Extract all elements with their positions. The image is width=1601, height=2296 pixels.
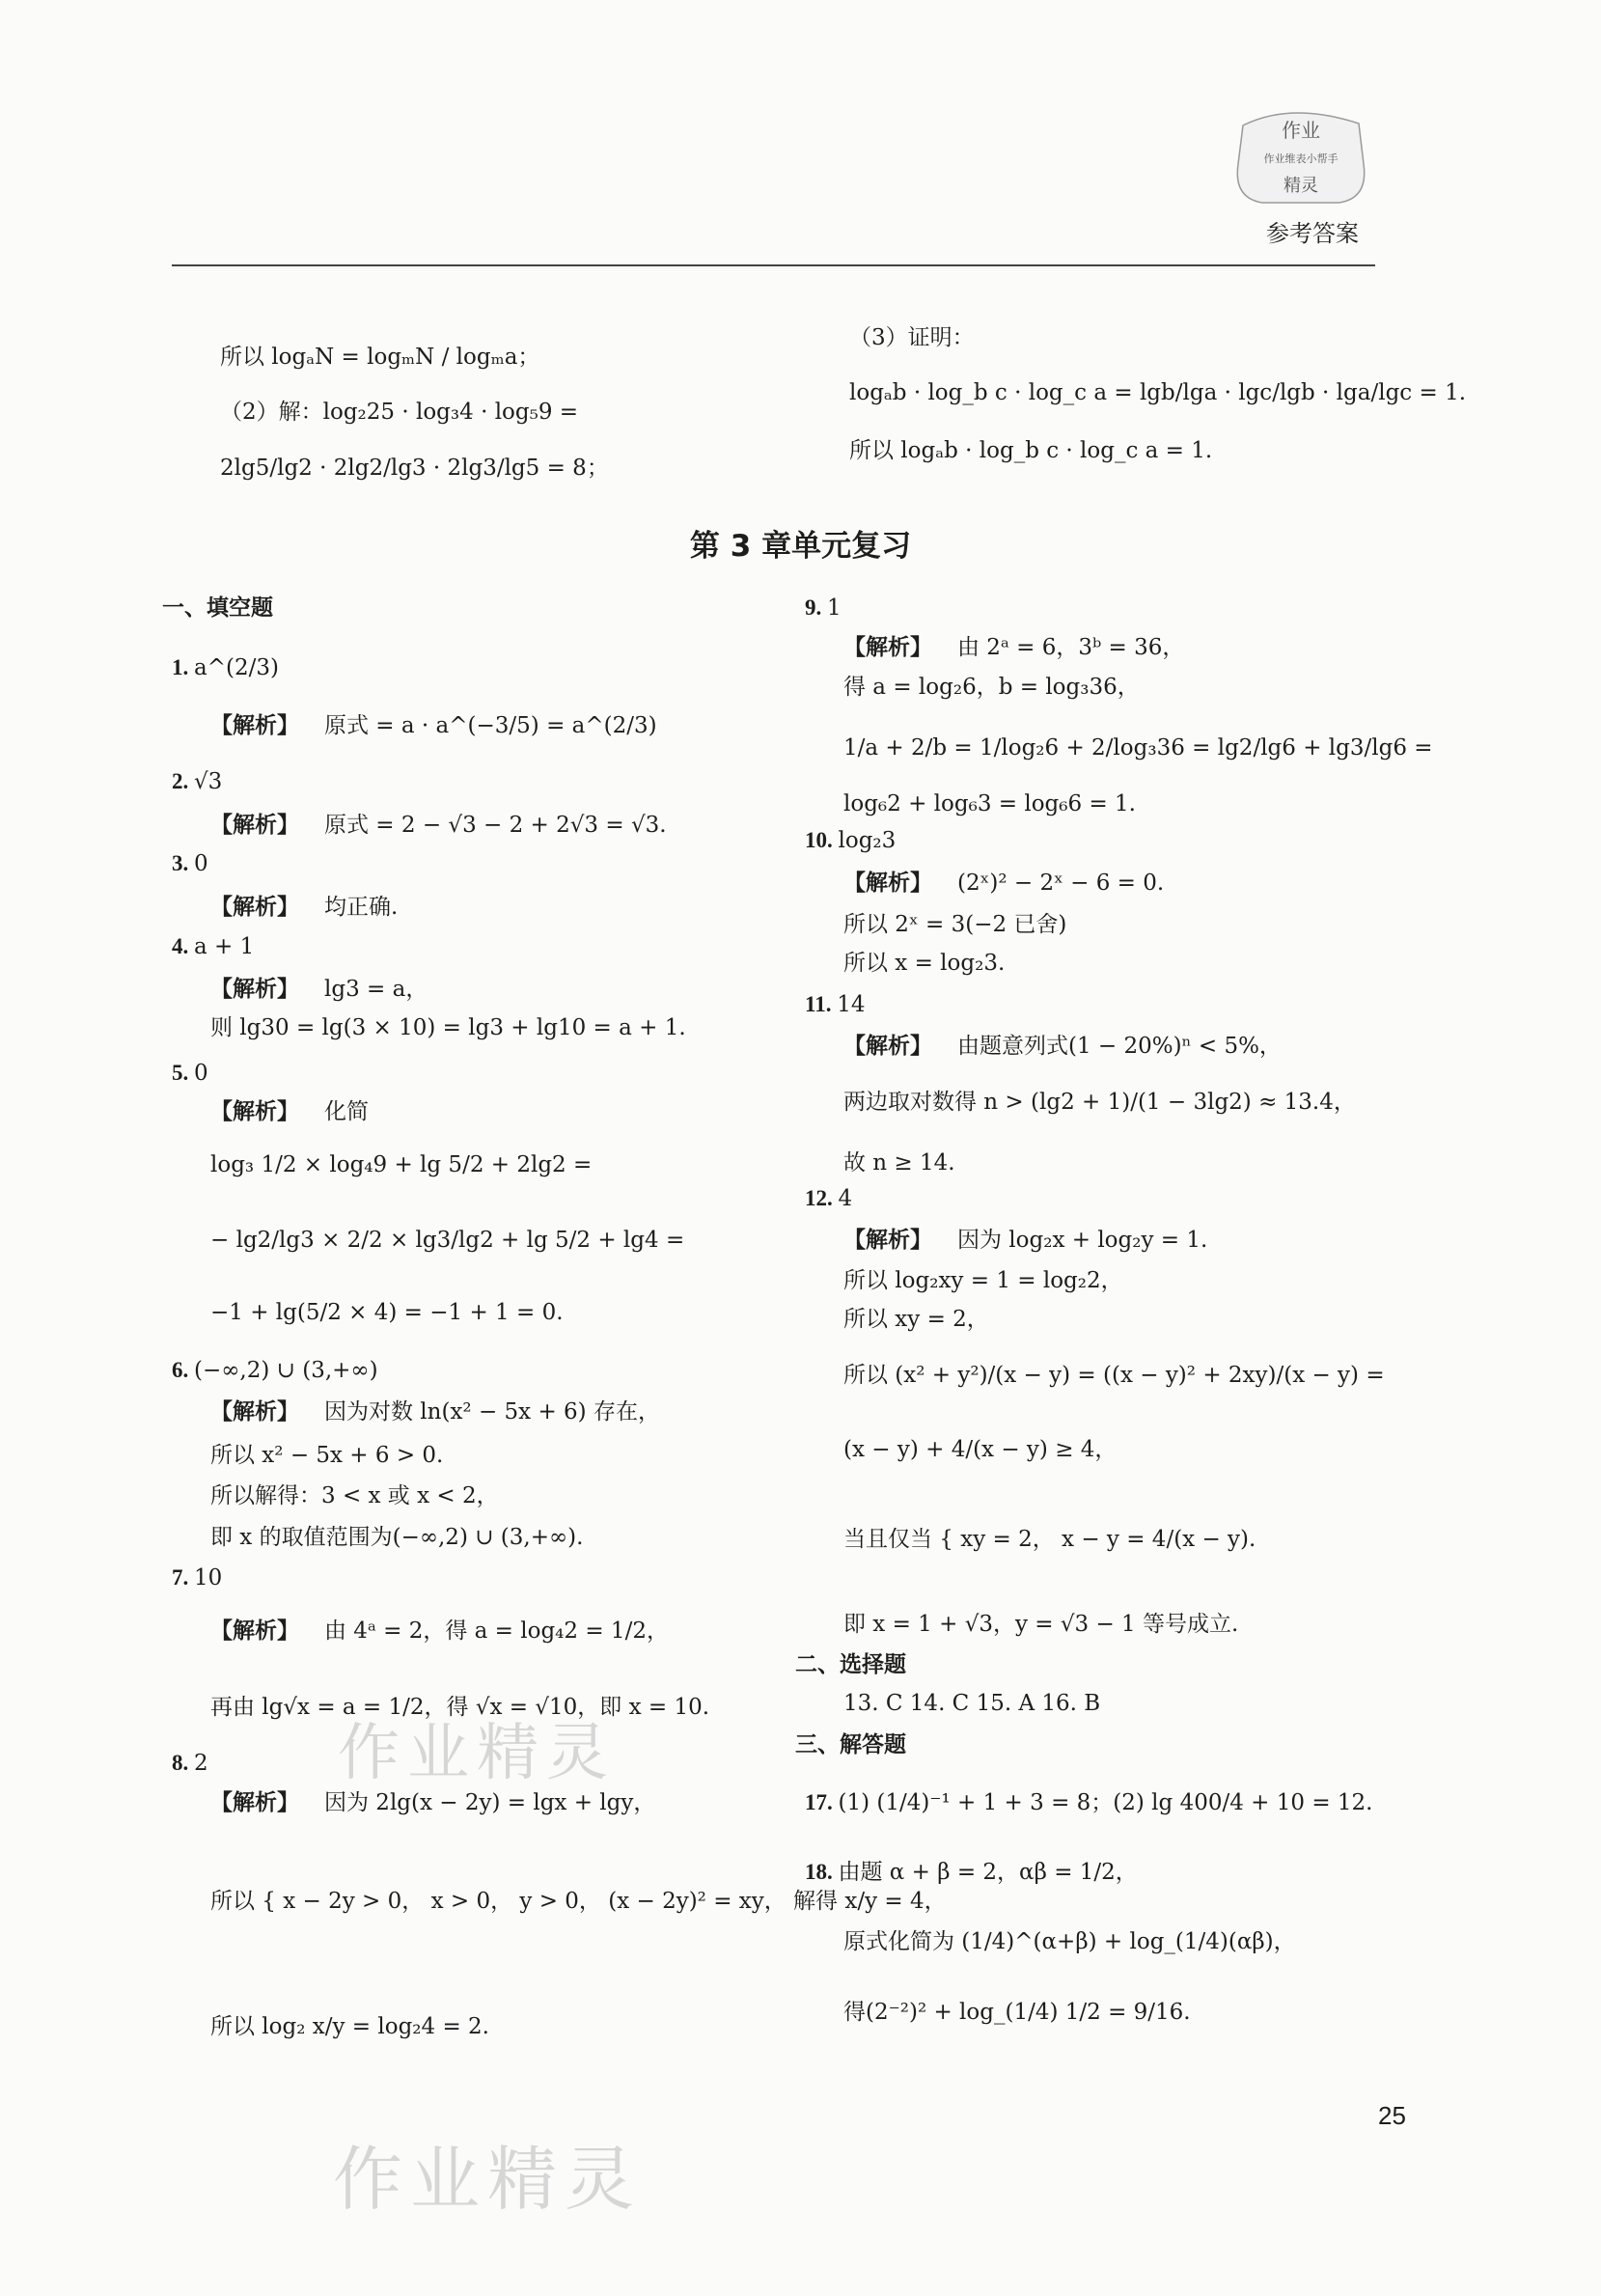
item-number: 10. (805, 828, 839, 852)
answer-text: log₂3 (838, 828, 897, 853)
right-explanation-line (843, 869, 1164, 898)
right-text-line: 即 x = 1 + √3，y = √3 − 1 等号成立. (843, 1612, 1239, 1637)
left-answer-item (172, 849, 208, 878)
right-explanation-line (843, 1032, 1282, 1061)
explanation-tag: 【解析】 (210, 812, 299, 838)
left-text-line: 所以解得：3 < x 或 x < 2， (210, 1483, 499, 1508)
explanation-text: 因为 2lg(x − 2y) = lgx + lgy， (324, 1790, 656, 1815)
explanation-tag: 【解析】 (210, 712, 299, 738)
right-text-line: 所以 x = log₂3. (843, 951, 1006, 976)
left-explanation-line (210, 811, 667, 840)
answer-text: 14 (837, 992, 866, 1017)
answer-text: 2 (194, 1751, 208, 1776)
item-number: 2. (172, 769, 194, 793)
answer-text: a + 1 (194, 934, 255, 959)
explanation-tag: 【解析】 (210, 894, 299, 920)
explanation-tag: 【解析】 (843, 1033, 932, 1059)
right-answer-item (805, 1858, 1138, 1887)
left-answer-item (172, 767, 222, 796)
explanation-text: 由 2ᵃ = 6，3ᵇ = 36， (957, 635, 1185, 660)
left-explanation-line (210, 893, 398, 922)
explanation-tag: 【解析】 (210, 1098, 299, 1124)
logo-text-1: 作业 (1282, 119, 1320, 142)
left-answer-item (172, 1563, 222, 1592)
explanation-tag: 【解析】 (843, 870, 932, 896)
item-number: 4. (172, 934, 194, 958)
right-answer-item (805, 594, 842, 622)
explanation-text: 由题意列式(1 − 20%)ⁿ < 5%， (957, 1034, 1282, 1059)
left-explanation-line (210, 1097, 369, 1126)
explanation-tag: 【解析】 (210, 976, 299, 1002)
right-text-line: 两边取对数得 n > (lg2 + 1)/(1 − 3lg2) ≈ 13.4， (843, 1090, 1356, 1115)
right-section-heading: 三、解答题 (795, 1731, 906, 1757)
right-text-line: 所以 (x² + y²)/(x − y) = ((x − y)² + 2xy)/(x − y) = (843, 1363, 1385, 1388)
explanation-text: lg3 = a， (324, 977, 428, 1002)
explanation-text: (2ˣ)² − 2ˣ − 6 = 0. (957, 871, 1165, 896)
top-left-line-2: （2）解：log₂25 · log₃4 · log₅9 = (220, 400, 579, 425)
left-explanation-line (210, 1397, 660, 1426)
left-text-line: −1 + lg(5/2 × 4) = −1 + 1 = 0. (210, 1300, 564, 1325)
left-explanation-line (210, 711, 657, 740)
watermark-2: 作业精灵 (333, 2139, 643, 2220)
explanation-tag: 【解析】 (843, 1227, 932, 1253)
left-answer-item (172, 1059, 208, 1088)
explanation-text: 原式 = 2 − √3 − 2 + 2√3 = √3. (324, 813, 667, 838)
top-left-line-1: 所以 logₐN = logₘN / logₘa； (220, 345, 540, 370)
left-text-line: 则 lg30 = lg(3 × 10) = lg3 + lg10 = a + 1. (210, 1015, 686, 1040)
explanation-text: 因为对数 ln(x² − 5x + 6) 存在， (324, 1399, 660, 1425)
item-number: 18. (805, 1860, 839, 1884)
left-text-line: 所以 log₂ x/y = log₂4 = 2. (210, 2014, 489, 2039)
answer-text: (1) (1/4)⁻¹ + 1 + 3 = 8；(2) lg 400/4 + 10 = 12. (838, 1790, 1373, 1815)
left-explanation-line (210, 1617, 669, 1646)
header-label: 参考答案 (1266, 220, 1359, 247)
answer-text: 0 (194, 851, 208, 876)
right-section-heading: 二、选择题 (795, 1651, 906, 1677)
section-title: 第 3 章单元复习 (689, 529, 912, 564)
answer-text: 由题 α + β = 2，αβ = 1/2， (838, 1860, 1138, 1885)
right-answer-item (805, 1788, 1373, 1817)
right-text-line: 得 a = log₂6，b = log₃36， (843, 675, 1140, 700)
explanation-text: 由 4ᵃ = 2，得 a = log₄2 = 1/2， (324, 1618, 669, 1644)
answer-text: 1 (827, 595, 842, 621)
right-text-line: 原式化简为 (1/4)^(α+β) + log_(1/4)(αβ)， (843, 1929, 1296, 1954)
right-text-line: 1/a + 2/b = 1/log₂6 + 2/log₃36 = lg2/lg6 + lg3/lg6 = (843, 735, 1433, 761)
logo-text-2: 作业维表小帮手 (1263, 152, 1339, 165)
right-text-line: 所以 log₂xy = 1 = log₂2， (843, 1268, 1123, 1293)
top-right-line-1: （3）证明： (849, 325, 975, 350)
explanation-text: 化简 (324, 1099, 369, 1124)
right-text-line: 故 n ≥ 14. (843, 1150, 955, 1176)
header-rule (172, 264, 1375, 266)
right-text-line: log₆2 + log₆3 = log₆6 = 1. (843, 791, 1136, 816)
item-number: 17. (805, 1790, 839, 1814)
answer-text: (−∞,2) ∪ (3,+∞) (194, 1358, 378, 1383)
item-number: 1. (172, 655, 194, 679)
item-number: 9. (805, 595, 827, 620)
explanation-tag: 【解析】 (210, 1618, 299, 1644)
right-explanation-line (843, 1226, 1207, 1255)
answer-text: 10 (194, 1565, 223, 1591)
answer-text: a^(2/3) (194, 655, 279, 680)
explanation-text: 原式 = a · a^(−3/5) = a^(2/3) (324, 713, 657, 738)
right-answer-item (805, 990, 866, 1019)
explanation-tag: 【解析】 (210, 1398, 299, 1425)
page-number: 25 (1378, 2101, 1406, 2130)
left-answer-item (172, 653, 279, 682)
left-explanation-line (210, 975, 428, 1004)
right-text-line: 当且仅当 { xy = 2， x − y = 4/(x − y). (843, 1527, 1256, 1552)
item-number: 3. (172, 851, 194, 875)
answer-text: 0 (194, 1061, 208, 1086)
explanation-text: 均正确. (324, 895, 399, 920)
right-text-line: 所以 xy = 2， (843, 1307, 989, 1332)
answer-text: 4 (838, 1186, 853, 1211)
left-answer-item (172, 932, 254, 961)
left-text-line: 所以 { x − 2y > 0， x > 0， y > 0， (x − 2y)² = xy， 解得 x/y = 4， (210, 1889, 947, 1914)
left-section-heading: 一、填空题 (162, 595, 273, 621)
top-left-line-3: 2lg5/lg2 · 2lg2/lg3 · 2lg3/lg5 = 8； (220, 456, 609, 481)
top-right-line-3: 所以 logₐb · log_b c · log_c a = 1. (849, 438, 1213, 463)
top-right-line-2: logₐb · log_b c · log_c a = lgb/lga · lgc/lgb · lga/lgc = 1. (849, 380, 1467, 405)
left-explanation-line (210, 1788, 655, 1817)
left-text-line: − lg2/lg3 × 2/2 × lg3/lg2 + lg 5/2 + lg4 = (210, 1228, 685, 1253)
explanation-tag: 【解析】 (210, 1789, 299, 1815)
right-text-line: 所以 2ˣ = 3(−2 已舍) (843, 912, 1067, 937)
item-number: 6. (172, 1358, 194, 1382)
right-text-line: 13. C 14. C 15. A 16. B (843, 1691, 1101, 1716)
left-answer-item (172, 1356, 378, 1385)
logo-text-3: 精灵 (1284, 176, 1318, 196)
right-answer-item (805, 1184, 852, 1213)
left-answer-item (172, 1749, 208, 1778)
item-number: 11. (805, 992, 838, 1016)
item-number: 7. (172, 1565, 194, 1590)
left-text-line: 所以 x² − 5x + 6 > 0. (210, 1443, 444, 1468)
left-text-line: 即 x 的取值范围为(−∞,2) ∪ (3,+∞). (210, 1525, 584, 1550)
item-number: 8. (172, 1751, 194, 1775)
left-text-line: log₃ 1/2 × log₄9 + lg 5/2 + 2lg2 = (210, 1152, 593, 1177)
explanation-text: 因为 log₂x + log₂y = 1. (957, 1228, 1208, 1253)
watermark-1: 作业精灵 (338, 1718, 616, 1789)
homework-elf-logo (1224, 106, 1378, 212)
right-text-line: 得(2⁻²)² + log_(1/4) 1/2 = 9/16. (843, 2000, 1191, 2025)
item-number: 12. (805, 1186, 839, 1210)
answer-text: √3 (194, 769, 223, 794)
right-answer-item (805, 826, 896, 855)
item-number: 5. (172, 1061, 194, 1085)
right-text-line: (x − y) + 4/(x − y) ≥ 4， (843, 1437, 1118, 1462)
explanation-tag: 【解析】 (843, 634, 932, 660)
right-explanation-line (843, 633, 1184, 662)
left-text-line: 再由 lg√x = a = 1/2，得 √x = √10，即 x = 10. (210, 1695, 710, 1720)
